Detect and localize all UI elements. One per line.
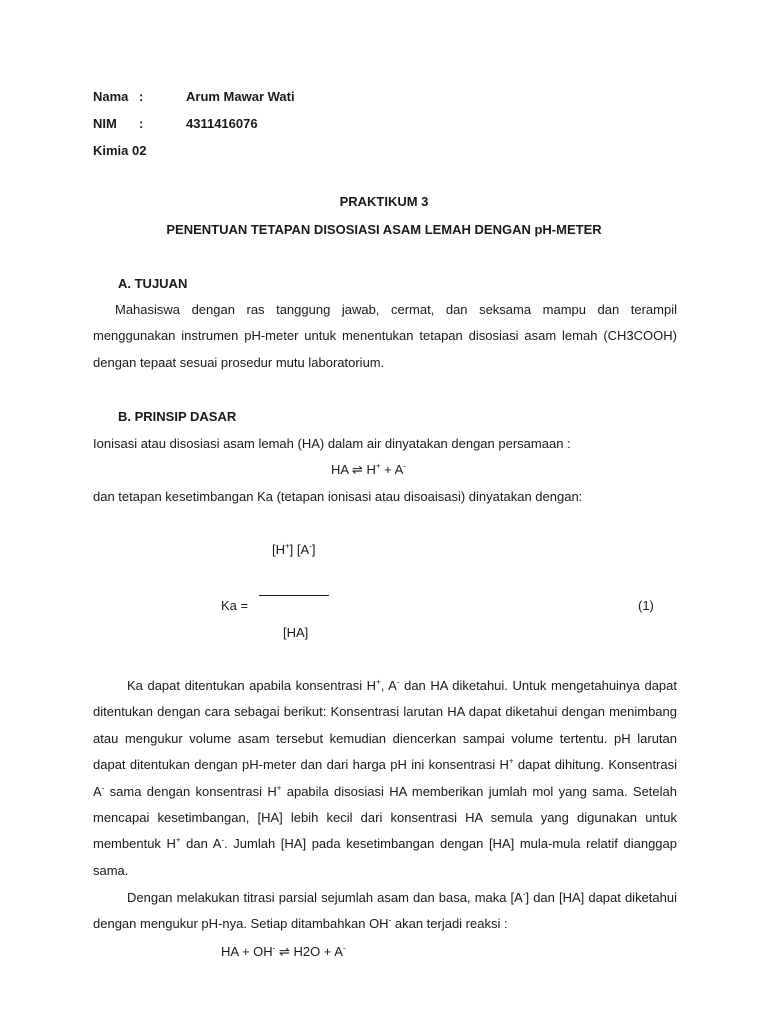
- section-b-paragraph-1: Ka dapat ditentukan apabila konsentrasi H+, A- dan HA diketahui. Untuk mengetahuinya dapat ditentukan dengan cara sebagai berikut: Konsentrasi larutan HA dapat diketahui dengan menimbang atau mengukur volume asam tersebut kemudian diencerkan sampai volume tertentu. pH larutan dapat ditentukan dengan pH-meter dan dari harga pH ini konsentrasi H+ dapat dihitung. Konsentrasi A- sama dengan konsentrasi H+ apabila disosiasi HA memberikan jumlah mol yang sama. Setelah mencapai kesetimbangan, [HA] lebih kecil dari konsentrasi HA semula yang digunakan untuk membentuk H+ dan A-. Jumlah [HA] pada kesetimbangan dengan [HA] mula-mula relatif dianggap sama.: [93, 677, 678, 878]
- section-b-intro: Ionisasi atau disosiasi asam lemah (HA) dalam air dinyatakan dengan persamaan :: [93, 436, 571, 451]
- ka-label: Ka =: [221, 598, 249, 613]
- section-a-heading: A. TUJUAN: [118, 276, 188, 291]
- nim-colon: :: [139, 116, 144, 131]
- nim-label: NIM: [93, 116, 117, 131]
- equation-number: (1): [638, 598, 654, 613]
- class-label: Kimia 02: [93, 143, 147, 158]
- nama-label: Nama: [93, 89, 129, 104]
- equation-dissociation: HA ⇌ H+ + A-: [331, 461, 406, 477]
- fraction-denominator: [HA]: [283, 625, 309, 640]
- section-b-line2: dan tetapan kesetimbangan Ka (tetapan ionisasi atau disoaisasi) dinyatakan dengan:: [93, 489, 583, 504]
- section-b-heading: B. PRINSIP DASAR: [118, 409, 237, 424]
- fraction-numerator: [H+] [A-]: [272, 541, 316, 557]
- section-a-paragraph: Mahasiswa dengan ras tanggung jawab, cermat, dan seksama mampu dan terampil menggunakan instrumen pH-meter untuk menentukan tetapan disosiasi asam lemah (CH3COOH) dengan tepaat sesuai prosedur mutu laboratorium.: [93, 302, 677, 370]
- fraction-bar: [259, 595, 329, 596]
- title-main: PENENTUAN TETAPAN DISOSIASI ASAM LEMAH DENGAN pH-METER: [166, 222, 602, 237]
- nim-value: 4311416076: [186, 116, 258, 131]
- title-praktikum: PRAKTIKUM 3: [339, 194, 429, 209]
- nama-colon: :: [139, 89, 144, 104]
- equation-reaction: HA + OH- ⇌ H2O + A-: [221, 943, 346, 959]
- section-b-paragraph-2: Dengan melakukan titrasi parsial sejumlah asam dan basa, maka [A-] dan [HA] dapat diketahui dengan mengukur pH-nya. Setiap ditambahkan OH- akan terjadi reaksi :: [93, 889, 677, 932]
- nama-value: Arum Mawar Wati: [186, 89, 295, 104]
